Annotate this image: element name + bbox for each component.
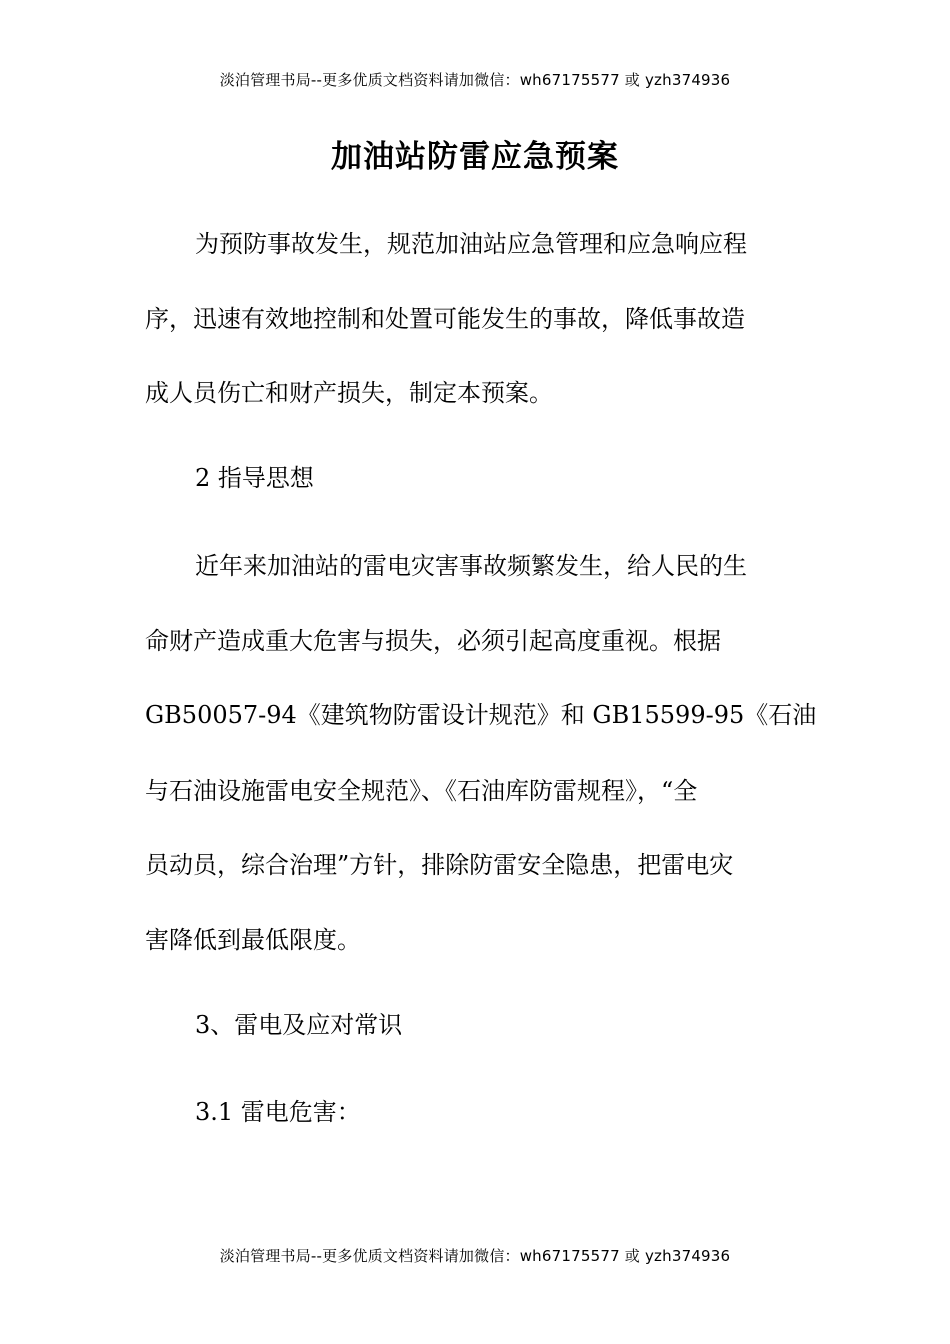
subsection-heading: 3.1 雷电危害：	[195, 1098, 361, 1126]
section-heading: 3、雷电及应对常识	[195, 1011, 403, 1039]
paragraph-line: 序，迅速有效地控制和处置可能发生的事故，降低事故造	[145, 305, 745, 333]
section-heading: 2 指导思想	[195, 464, 314, 492]
paragraph-line: 害降低到最低限度。	[145, 926, 361, 954]
paragraph-line: 为预防事故发生，规范加油站应急管理和应急响应程	[195, 230, 747, 258]
document-title: 加油站防雷应急预案	[331, 139, 619, 175]
paragraph-line: 近年来加油站的雷电灾害事故频繁发生，给人民的生	[195, 552, 747, 580]
paragraph-line: 成人员伤亡和财产损失，制定本预案。	[145, 379, 553, 407]
paragraph-line: GB50057-94《建筑物防雷设计规范》和 GB15599-95《石油	[145, 701, 817, 729]
paragraph-line: 与石油设施雷电安全规范》、《石油库防雷规程》，“全	[145, 777, 698, 805]
page-footer: 淡泊管理书局--更多优质文档资料请加微信：wh67175577 或 yzh374936	[219, 1247, 731, 1265]
paragraph-line: 命财产造成重大危害与损失，必须引起高度重视。根据	[145, 627, 721, 655]
page-header: 淡泊管理书局--更多优质文档资料请加微信：wh67175577 或 yzh374936	[219, 71, 731, 89]
paragraph-line: 员动员，综合治理”方针，排除防雷安全隐患，把雷电灾	[145, 851, 734, 879]
